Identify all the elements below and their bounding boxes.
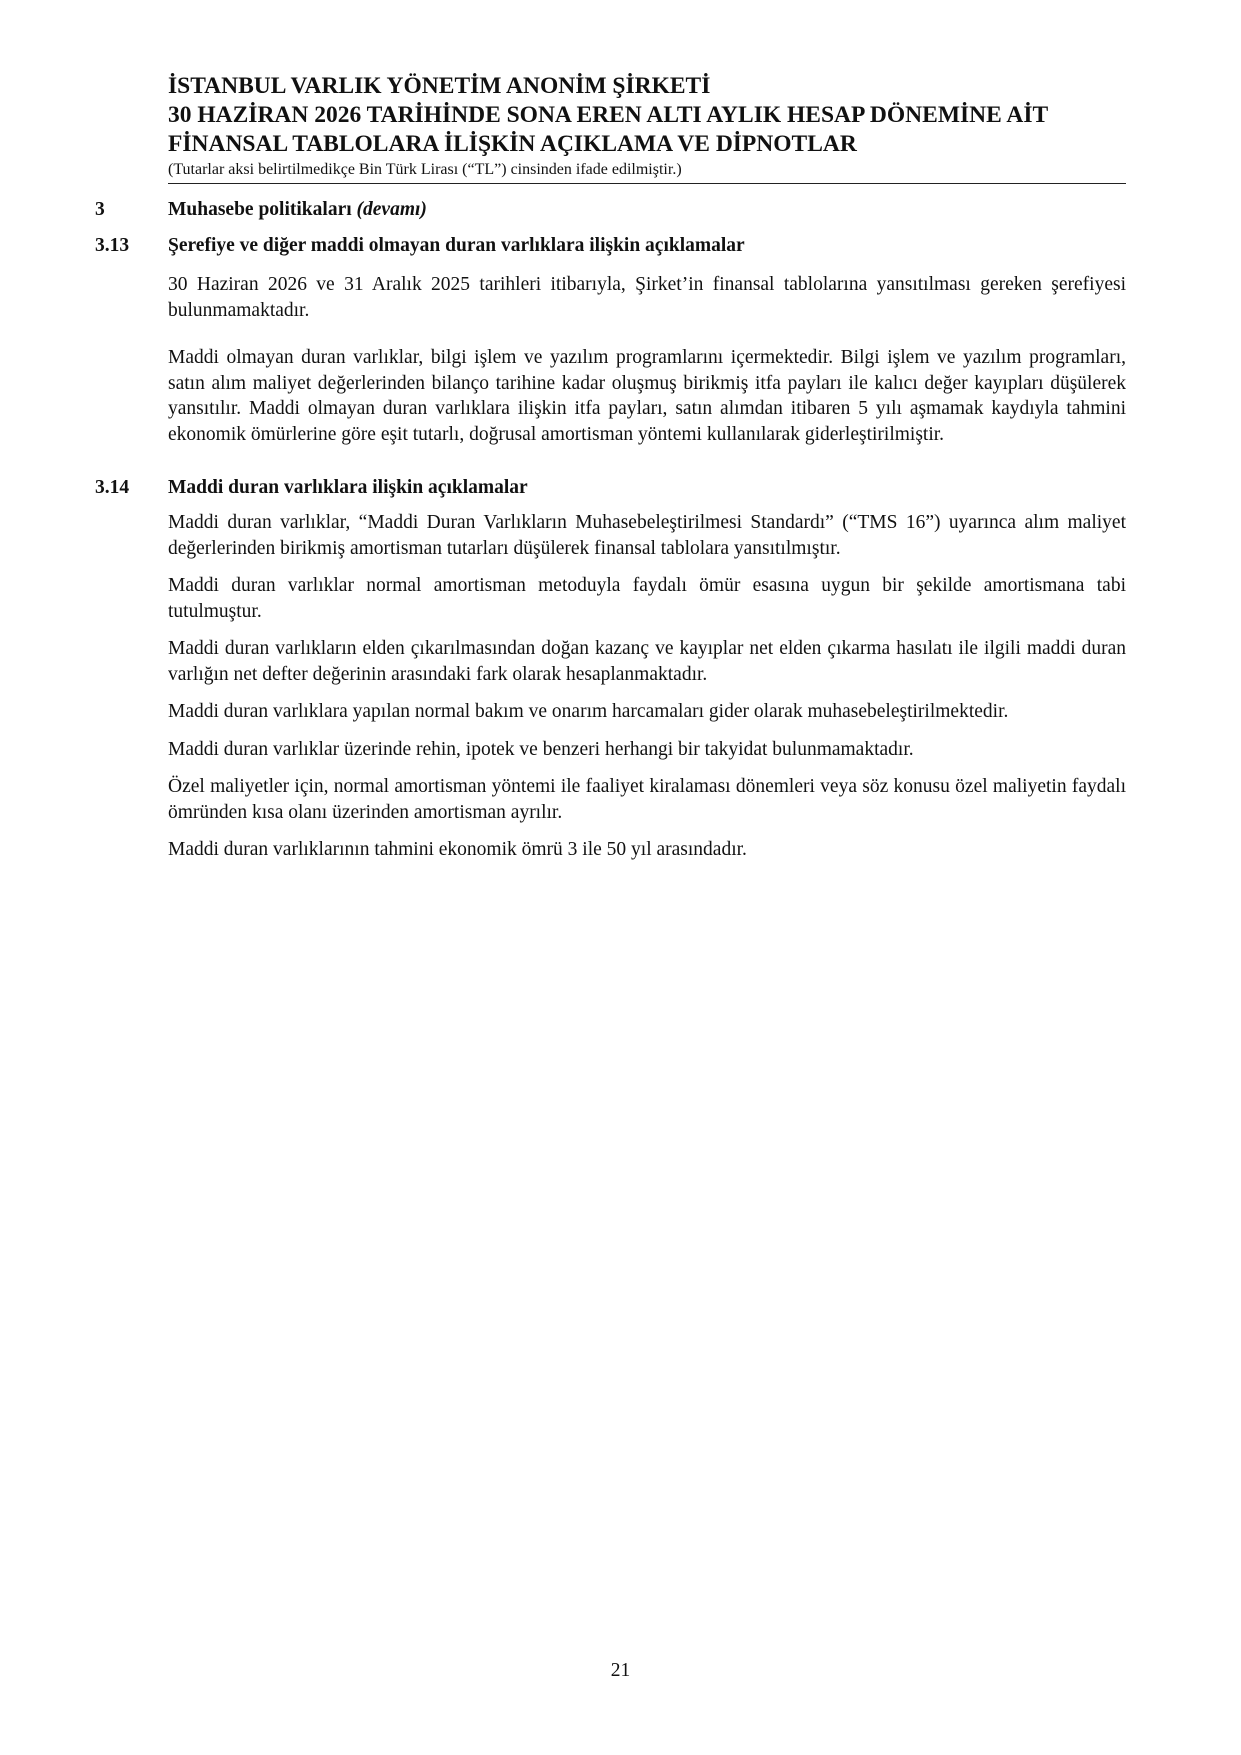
period-title: 30 HAZİRAN 2026 TARİHİNDE SONA EREN ALTI AYLIK HESAP DÖNEMİNE AİT: [168, 102, 1049, 128]
section-number: 3.14: [95, 477, 130, 498]
company-name: İSTANBUL VARLIK YÖNETİM ANONİM ŞİRKETİ: [168, 73, 711, 99]
section-title: [168, 197, 1126, 222]
paragraph: Maddi olmayan duran varlıklar, bilgi işlem ve yazılım programlarını içermektedir. Bilgi işlem ve yazılım programları, satın alım maliyet değerlerinden bilanço tarihine kadar oluşmuş birikmiş itfa payları ile kalıcı değer kayıpları düşülerek yansıtılır. Maddi olmayan duran varlıklara ilişkin itfa payları, satın alımdan itibaren 5 yılı aşmamak kaydıyla tahmini ekonomik ömürlerine göre eşit tutarlı, doğrusal amortisman yöntemi kullanılarak giderleştirilmiştir.: [168, 347, 1126, 445]
section-title-suffix: (devamı): [356, 199, 427, 220]
header-divider: [168, 183, 1126, 184]
section-number: 3: [95, 199, 105, 220]
section-number: 3.13: [95, 235, 130, 256]
paragraph: Özel maliyetler için, normal amortisman yöntemi ile faaliyet kiralaması dönemleri veya söz konusu özel maliyetin faydalı ömründen kısa olanı üzerinden amortisman ayrılır.: [168, 776, 1126, 823]
page-number: 21: [610, 1660, 631, 1681]
paragraph: Maddi duran varlıklara yapılan normal bakım ve onarım harcamaları gider olarak muhasebeleştirilmektedir.: [168, 701, 1009, 722]
paragraph: Maddi duran varlıklar üzerinde rehin, ipotek ve benzeri herhangi bir takyidat bulunmamaktadır.: [168, 738, 914, 760]
section-3-13-heading: [95, 233, 1126, 258]
paragraph: Maddi duran varlıklarının tahmini ekonomik ömrü 3 ile 50 yıl arasındadır.: [168, 839, 747, 860]
section-title: Maddi duran varlıklara ilişkin açıklamalar: [168, 477, 528, 498]
section-3-heading: [95, 197, 1126, 222]
section-title: Şerefiye ve diğer maddi olmayan duran varlıklara ilişkin açıklamalar: [168, 235, 745, 256]
document-body: [95, 197, 1126, 863]
paragraph: Maddi duran varlıklar, “Maddi Duran Varlıkların Muhasebeleştirilmesi Standardı” (“TMS 16”) uyarınca alım maliyet değerlerinden birikmiş amortisman tutarları düşülerek finansal tablolara yansıtılmıştır.: [168, 512, 1126, 559]
paragraph: Maddi duran varlıkların elden çıkarılmasından doğan kazanç ve kayıplar net elden çıkarma hasılatı ile ilgili maddi duran varlığın net defter değerinin arasındaki fark olarak hesaplanmaktadır.: [168, 638, 1126, 685]
statements-title: FİNANSAL TABLOLARA İLİŞKİN AÇIKLAMA VE DİPNOTLAR: [168, 131, 857, 157]
paragraph: Maddi duran varlıklar normal amortisman metoduyla faydalı ömür esasına uygun bir şekilde amortismana tabi tutulmuştur.: [168, 575, 1126, 622]
paragraph: 30 Haziran 2026 ve 31 Aralık 2025 tarihleri itibarıyla, Şirket’in finansal tablolarına yansıtılması gereken şerefiyesi bulunmamaktadır.: [168, 274, 1126, 321]
currency-note: (Tutarlar aksi belirtilmedikçe Bin Türk Lirası (“TL”) cinsinden ifade edilmiştir.): [168, 161, 682, 178]
section-3-14-heading: [95, 475, 1126, 500]
document-header: [168, 72, 1126, 180]
section-title-text: Muhasebe politikaları: [168, 199, 352, 220]
